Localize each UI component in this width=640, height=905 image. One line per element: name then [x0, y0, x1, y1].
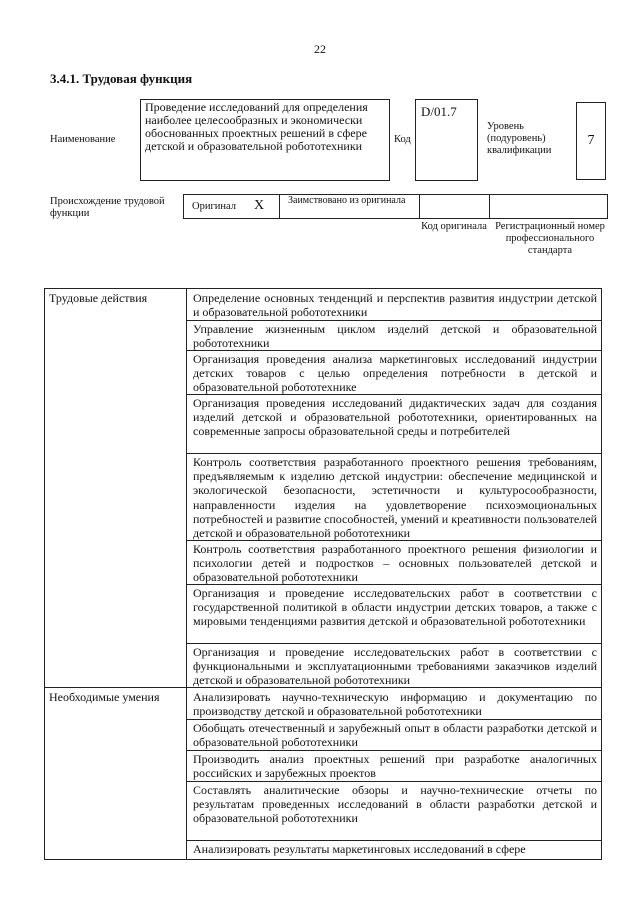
- row-divider: [187, 350, 601, 351]
- column-divider: [186, 289, 187, 859]
- page-number: 22: [314, 42, 326, 56]
- origin-borrowed-cell: [280, 195, 420, 218]
- name-value: Проведение исследований для определения наиболее целесообразных и экономически обоснованных проектных решений в сфере детской и образовательной робототехники: [140, 99, 390, 181]
- row-divider: [187, 719, 601, 720]
- code-original-label: Код оригинала: [421, 221, 487, 232]
- origin-reg-cell: [490, 195, 607, 218]
- origin-label: Происхождение трудовой функции: [50, 196, 165, 219]
- row-divider: [187, 453, 601, 454]
- action-item: Контроль соответствия разработанного проектного решения требованиям, предъявляемым к изделию детской индустрии: обеспечение медицинской и экологической безопасности, эстетичности и культуросообразности, направленности изделия на удовлетворение психоэмоциональных потребностей и развитие способностей, умений и креативности пользователей детской и образовательной робототехники: [193, 455, 597, 541]
- code-value: D/01.7: [415, 99, 478, 181]
- section-heading: 3.4.1. Трудовая функция: [50, 71, 193, 86]
- row-divider: [187, 320, 601, 321]
- action-item: Организация проведения анализа маркетинговых исследований индустрии детских товаров с целью определения потребности в детской и образовательной робототехнике: [193, 352, 597, 395]
- row-divider: [187, 584, 601, 585]
- skill-item: Анализировать научно-техническую информацию и документацию по производству детской и образовательной робототехники: [193, 690, 597, 719]
- skill-item: Составлять аналитические обзоры и научно-технические отчеты по результатам проведенных исследований в области разработки детской и образовательной робототехники: [193, 783, 597, 826]
- action-item: Определение основных тенденций и перспектив развития индустрии детской и образовательной робототехники: [193, 291, 597, 320]
- row-divider: [187, 840, 601, 841]
- action-item: Организация проведения исследований дидактических задач для создания изделий детской и образовательной робототехники, ориентированных на современные запросы образовательной среды и потребителей: [193, 396, 597, 439]
- name-label: Наименование: [50, 134, 116, 145]
- level-value: 7: [576, 102, 606, 180]
- action-item: Организация и проведение исследовательских работ в соответствии с функциональными и эксплуатационными требованиями заказчиков изделий детской и образовательной робототехники: [193, 645, 597, 688]
- level-label: Уровень (подуровень) квалификации: [487, 121, 552, 156]
- skill-item: Анализировать результаты маркетинговых исследований в сфере: [193, 842, 526, 856]
- borrowed-label: Заимствовано из оригинала: [288, 195, 406, 206]
- row-divider: [187, 750, 601, 751]
- origin-original-cell: [184, 195, 280, 218]
- action-item: Контроль соответствия разработанного проектного решения физиологии и психологии детей и подростков – основных пользователей детской и образовательной робототехники: [193, 542, 597, 585]
- row-divider: [187, 540, 601, 541]
- reg-number-label: Регистрационный номер профессионального стандарта: [495, 221, 605, 256]
- origin-code-cell: [420, 195, 490, 218]
- code-label: Код: [394, 134, 411, 145]
- row-divider: [187, 394, 601, 395]
- row-divider: [187, 781, 601, 782]
- action-item: Управление жизненным циклом изделий детской и образовательной робототехники: [193, 322, 597, 351]
- origin-table: [183, 194, 608, 219]
- section-label-skills: Необходимые умения: [49, 690, 160, 704]
- skill-item: Обобщать отечественный и зарубежный опыт в области разработки детской и образовательной робототехники: [193, 721, 597, 750]
- section-label-actions: Трудовые действия: [49, 291, 148, 305]
- row-divider: [187, 643, 601, 644]
- original-label: Оригинал: [192, 201, 236, 212]
- action-item: Организация и проведение исследовательских работ в соответствии с государственной политикой в области индустрии детских товаров, а также с мировыми тенденциями развития детской и образовательной робототехники: [193, 586, 597, 629]
- functions-table: [44, 288, 602, 860]
- section-divider: [45, 687, 601, 688]
- original-mark: X: [254, 198, 265, 213]
- skill-item: Производить анализ проектных решений при разработке аналогичных российских и зарубежных проектов: [193, 752, 597, 781]
